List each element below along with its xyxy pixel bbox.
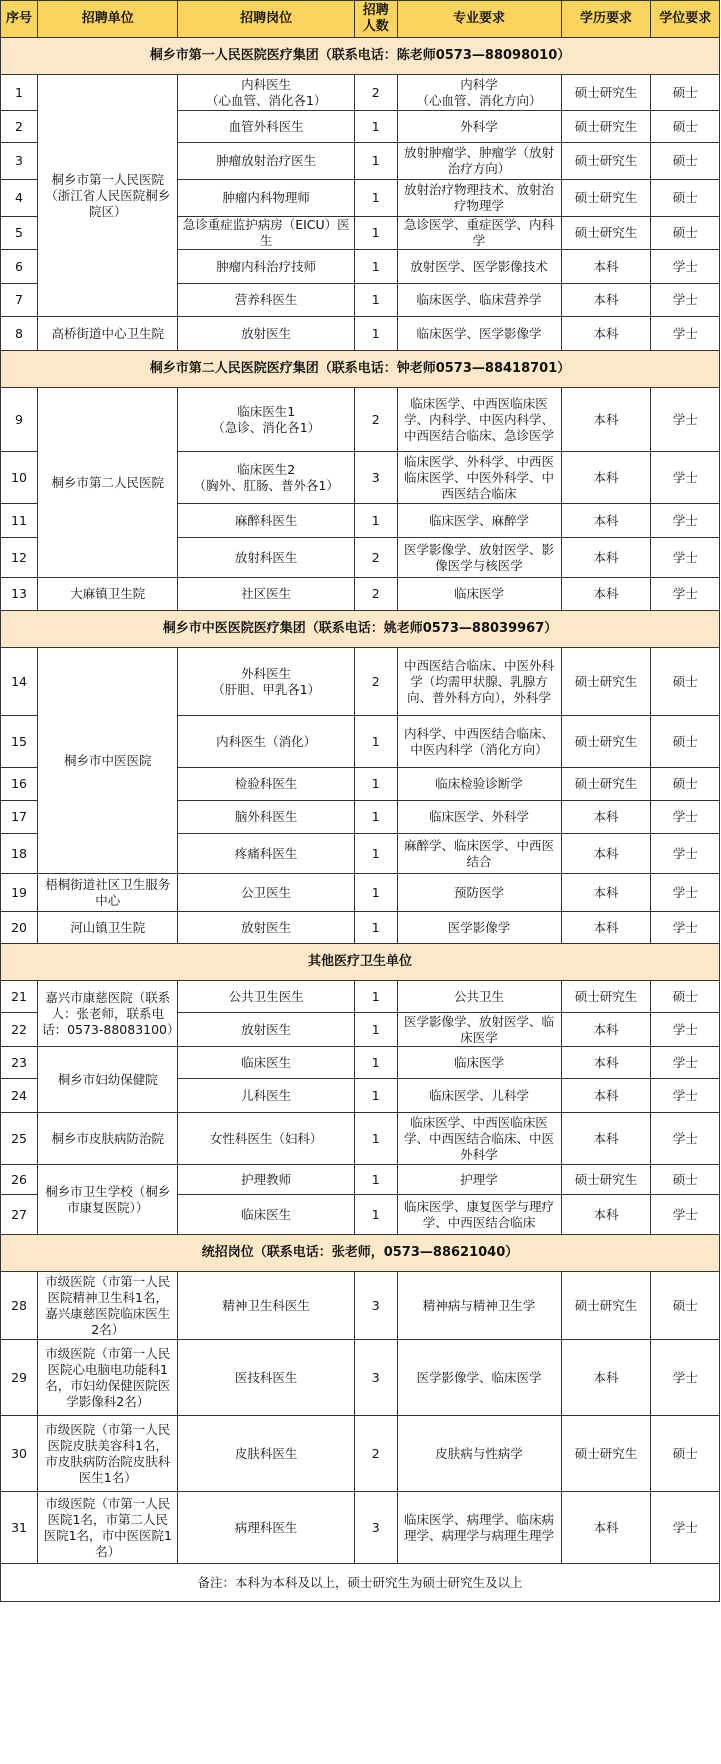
cell-degree: 学士 bbox=[651, 250, 720, 284]
cell-degree: 学士 bbox=[651, 1340, 720, 1416]
cell-post: 社区医生 bbox=[178, 578, 354, 611]
cell-education: 本科 bbox=[561, 1492, 651, 1564]
cell-education: 硕士研究生 bbox=[561, 180, 651, 217]
cell-count: 3 bbox=[354, 1272, 397, 1340]
cell-major: 急诊医学、重症医学、内科学 bbox=[397, 217, 561, 250]
cell-degree: 硕士 bbox=[651, 1416, 720, 1492]
cell-major: 临床医学、外科学 bbox=[397, 801, 561, 834]
cell-post: 放射医生 bbox=[178, 317, 354, 351]
cell-post: 内科医生（消化） bbox=[178, 716, 354, 768]
cell-major: 临床医学、外科学、中西医临床医学、中医外科学、中西医结合临床 bbox=[397, 452, 561, 504]
cell-education: 本科 bbox=[561, 578, 651, 611]
cell-major: 医学影像学、临床医学 bbox=[397, 1340, 561, 1416]
cell-post: 肿瘤放射治疗医生 bbox=[178, 143, 354, 180]
cell-unit: 桐乡市卫生学校（桐乡市康复医院）） bbox=[38, 1165, 178, 1235]
cell-major: 医学影像学、放射医学、影像医学与核医学 bbox=[397, 538, 561, 578]
cell-education: 本科 bbox=[561, 874, 651, 912]
cell-count: 1 bbox=[354, 1013, 397, 1047]
cell-education: 硕士研究生 bbox=[561, 716, 651, 768]
table-row bbox=[1, 1340, 720, 1416]
cell-no: 18 bbox=[1, 834, 38, 874]
table-row bbox=[1, 1272, 720, 1340]
cell-degree: 学士 bbox=[651, 1195, 720, 1235]
cell-no: 31 bbox=[1, 1492, 38, 1564]
cell-education: 本科 bbox=[561, 1013, 651, 1047]
cell-unit: 市级医院（市第一人民医院1名，市第二人民医院1名，市中医医院1名） bbox=[38, 1492, 178, 1564]
cell-major: 临床医学、康复医学与理疗学、中西医结合临床 bbox=[397, 1195, 561, 1235]
cell-post: 外科医生 （肝胆、甲乳各1） bbox=[178, 648, 354, 716]
cell-post: 营养科医生 bbox=[178, 284, 354, 317]
cell-count: 2 bbox=[354, 1416, 397, 1492]
cell-no: 22 bbox=[1, 1013, 38, 1047]
cell-no: 20 bbox=[1, 912, 38, 944]
cell-major: 临床医学、中西医临床医学、中西医结合临床、中医外科学 bbox=[397, 1113, 561, 1165]
cell-major: 预防医学 bbox=[397, 874, 561, 912]
cell-no: 2 bbox=[1, 111, 38, 143]
cell-major: 精神病与精神卫生学 bbox=[397, 1272, 561, 1340]
cell-major: 护理学 bbox=[397, 1165, 561, 1195]
cell-unit: 桐乡市皮肤病防治院 bbox=[38, 1113, 178, 1165]
cell-education: 硕士研究生 bbox=[561, 75, 651, 111]
cell-degree: 学士 bbox=[651, 1079, 720, 1113]
table-row bbox=[1, 874, 720, 912]
table-row bbox=[1, 388, 720, 452]
cell-education: 本科 bbox=[561, 801, 651, 834]
cell-degree: 硕士 bbox=[651, 981, 720, 1013]
cell-major: 皮肤病与性病学 bbox=[397, 1416, 561, 1492]
cell-degree: 硕士 bbox=[651, 180, 720, 217]
cell-no: 3 bbox=[1, 143, 38, 180]
cell-no: 17 bbox=[1, 801, 38, 834]
cell-no: 1 bbox=[1, 75, 38, 111]
cell-degree: 学士 bbox=[651, 912, 720, 944]
cell-count: 1 bbox=[354, 317, 397, 351]
header-post: 招聘岗位 bbox=[178, 1, 354, 38]
cell-no: 4 bbox=[1, 180, 38, 217]
cell-major: 医学影像学、放射医学、临床医学 bbox=[397, 1013, 561, 1047]
section-row bbox=[1, 38, 720, 75]
cell-count: 1 bbox=[354, 111, 397, 143]
cell-count: 1 bbox=[354, 1113, 397, 1165]
cell-no: 23 bbox=[1, 1047, 38, 1079]
cell-post: 疼痛科医生 bbox=[178, 834, 354, 874]
cell-major: 医学影像学 bbox=[397, 912, 561, 944]
cell-major: 麻醉学、临床医学、中西医结合 bbox=[397, 834, 561, 874]
cell-count: 1 bbox=[354, 1047, 397, 1079]
cell-count: 3 bbox=[354, 1340, 397, 1416]
cell-education: 本科 bbox=[561, 1195, 651, 1235]
cell-count: 2 bbox=[354, 648, 397, 716]
cell-major: 公共卫生 bbox=[397, 981, 561, 1013]
cell-count: 1 bbox=[354, 874, 397, 912]
section-title: 统招岗位（联系电话：张老师，0573—88621040） bbox=[1, 1235, 720, 1272]
cell-post: 脑外科医生 bbox=[178, 801, 354, 834]
cell-post: 肿瘤内科物理师 bbox=[178, 180, 354, 217]
cell-post: 临床医生2 （胸外、肛肠、普外各1） bbox=[178, 452, 354, 504]
header-degree: 学位要求 bbox=[651, 1, 720, 38]
header-major: 专业要求 bbox=[397, 1, 561, 38]
cell-post: 公共卫生医生 bbox=[178, 981, 354, 1013]
cell-education: 本科 bbox=[561, 912, 651, 944]
section-title: 其他医疗卫生单位 bbox=[1, 944, 720, 981]
cell-degree: 学士 bbox=[651, 1113, 720, 1165]
cell-education: 本科 bbox=[561, 452, 651, 504]
cell-count: 2 bbox=[354, 75, 397, 111]
cell-no: 15 bbox=[1, 716, 38, 768]
header-no: 序号 bbox=[1, 1, 38, 38]
section-row bbox=[1, 611, 720, 648]
cell-count: 1 bbox=[354, 912, 397, 944]
cell-post: 临床医生1 （急诊、消化各1） bbox=[178, 388, 354, 452]
cell-post: 儿科医生 bbox=[178, 1079, 354, 1113]
cell-unit: 河山镇卫生院 bbox=[38, 912, 178, 944]
table-row bbox=[1, 1492, 720, 1564]
cell-major: 放射治疗物理技术、放射治疗物理学 bbox=[397, 180, 561, 217]
cell-unit: 桐乡市妇幼保健院 bbox=[38, 1047, 178, 1113]
cell-no: 26 bbox=[1, 1165, 38, 1195]
cell-degree: 硕士 bbox=[651, 716, 720, 768]
cell-degree: 硕士 bbox=[651, 648, 720, 716]
cell-count: 1 bbox=[354, 981, 397, 1013]
table-header-row bbox=[1, 1, 720, 38]
table-row bbox=[1, 1047, 720, 1079]
cell-education: 本科 bbox=[561, 284, 651, 317]
cell-education: 硕士研究生 bbox=[561, 217, 651, 250]
cell-major: 中西医结合临床、中医外科学（均需甲状腺、乳腺方向、普外科方向），外科学 bbox=[397, 648, 561, 716]
cell-count: 3 bbox=[354, 452, 397, 504]
cell-post: 麻醉科医生 bbox=[178, 504, 354, 538]
cell-education: 硕士研究生 bbox=[561, 981, 651, 1013]
cell-major: 临床医学 bbox=[397, 1047, 561, 1079]
cell-major: 临床医学、儿科学 bbox=[397, 1079, 561, 1113]
cell-education: 本科 bbox=[561, 388, 651, 452]
section-title: 桐乡市中医医院医疗集团（联系电话：姚老师0573—88039967） bbox=[1, 611, 720, 648]
cell-education: 本科 bbox=[561, 1340, 651, 1416]
cell-major: 临床检验诊断学 bbox=[397, 768, 561, 801]
cell-post: 急诊重症监护病房（EICU）医生 bbox=[178, 217, 354, 250]
cell-count: 1 bbox=[354, 250, 397, 284]
note-row bbox=[1, 1564, 720, 1602]
cell-major: 临床医学、病理学、临床病理学、病理学与病理生理学 bbox=[397, 1492, 561, 1564]
cell-unit: 市级医院（市第一人民医院皮肤美容科1名，市皮肤病防治院皮肤科医生1名） bbox=[38, 1416, 178, 1492]
cell-degree: 学士 bbox=[651, 317, 720, 351]
cell-major: 外科学 bbox=[397, 111, 561, 143]
section-title: 桐乡市第二人民医院医疗集团（联系电话：钟老师0573—88418701） bbox=[1, 351, 720, 388]
cell-no: 19 bbox=[1, 874, 38, 912]
cell-post: 检验科医生 bbox=[178, 768, 354, 801]
table-row bbox=[1, 1165, 720, 1195]
cell-education: 本科 bbox=[561, 1113, 651, 1165]
cell-degree: 硕士 bbox=[651, 75, 720, 111]
cell-major: 放射医学、医学影像技术 bbox=[397, 250, 561, 284]
cell-count: 1 bbox=[354, 834, 397, 874]
cell-unit: 大麻镇卫生院 bbox=[38, 578, 178, 611]
cell-degree: 学士 bbox=[651, 504, 720, 538]
cell-no: 25 bbox=[1, 1113, 38, 1165]
cell-no: 21 bbox=[1, 981, 38, 1013]
table-row bbox=[1, 981, 720, 1013]
cell-no: 5 bbox=[1, 217, 38, 250]
cell-post: 精神卫生科医生 bbox=[178, 1272, 354, 1340]
header-count: 招聘 人数 bbox=[354, 1, 397, 38]
cell-no: 30 bbox=[1, 1416, 38, 1492]
cell-post: 血管外科医生 bbox=[178, 111, 354, 143]
note-text: 备注：本科为本科及以上，硕士研究生为硕士研究生及以上 bbox=[1, 1564, 720, 1602]
table-row bbox=[1, 1113, 720, 1165]
cell-education: 本科 bbox=[561, 504, 651, 538]
cell-post: 内科医生 （心血管、消化各1） bbox=[178, 75, 354, 111]
cell-no: 10 bbox=[1, 452, 38, 504]
cell-education: 本科 bbox=[561, 1079, 651, 1113]
cell-post: 临床医生 bbox=[178, 1195, 354, 1235]
cell-count: 1 bbox=[354, 143, 397, 180]
table-row bbox=[1, 578, 720, 611]
cell-education: 硕士研究生 bbox=[561, 143, 651, 180]
cell-count: 1 bbox=[354, 716, 397, 768]
cell-no: 14 bbox=[1, 648, 38, 716]
cell-education: 本科 bbox=[561, 250, 651, 284]
cell-post: 放射科医生 bbox=[178, 538, 354, 578]
cell-education: 本科 bbox=[561, 1047, 651, 1079]
cell-unit: 桐乡市第二人民医院 bbox=[38, 388, 178, 578]
cell-degree: 学士 bbox=[651, 1047, 720, 1079]
cell-count: 1 bbox=[354, 768, 397, 801]
cell-count: 1 bbox=[354, 180, 397, 217]
cell-count: 3 bbox=[354, 1492, 397, 1564]
cell-education: 硕士研究生 bbox=[561, 648, 651, 716]
cell-major: 临床医学、医学影像学 bbox=[397, 317, 561, 351]
cell-no: 24 bbox=[1, 1079, 38, 1113]
cell-degree: 硕士 bbox=[651, 217, 720, 250]
table-row bbox=[1, 648, 720, 716]
cell-degree: 学士 bbox=[651, 1492, 720, 1564]
cell-unit: 高桥街道中心卫生院 bbox=[38, 317, 178, 351]
cell-degree: 硕士 bbox=[651, 143, 720, 180]
cell-degree: 学士 bbox=[651, 834, 720, 874]
cell-no: 28 bbox=[1, 1272, 38, 1340]
cell-degree: 硕士 bbox=[651, 111, 720, 143]
cell-degree: 学士 bbox=[651, 538, 720, 578]
cell-degree: 学士 bbox=[651, 801, 720, 834]
cell-no: 7 bbox=[1, 284, 38, 317]
cell-unit: 市级医院（市第一人民医院心电脑电功能科1名，市妇幼保健医院医学影像科2名） bbox=[38, 1340, 178, 1416]
cell-education: 硕士研究生 bbox=[561, 1272, 651, 1340]
cell-education: 硕士研究生 bbox=[561, 768, 651, 801]
cell-no: 11 bbox=[1, 504, 38, 538]
cell-count: 1 bbox=[354, 284, 397, 317]
cell-count: 1 bbox=[354, 1079, 397, 1113]
cell-major: 内科学、中西医结合临床、中医内科学（消化方向） bbox=[397, 716, 561, 768]
cell-major: 临床医学、中西医临床医学、内科学、中医内科学、中西医结合临床、急诊医学 bbox=[397, 388, 561, 452]
cell-no: 16 bbox=[1, 768, 38, 801]
cell-post: 女性科医生（妇科） bbox=[178, 1113, 354, 1165]
cell-education: 硕士研究生 bbox=[561, 1165, 651, 1195]
cell-post: 临床医生 bbox=[178, 1047, 354, 1079]
table-row bbox=[1, 912, 720, 944]
cell-unit: 市级医院（市第一人民医院精神卫生科1名，嘉兴康慈医院临床医生2名） bbox=[38, 1272, 178, 1340]
cell-major: 临床医学 bbox=[397, 578, 561, 611]
cell-post: 放射医生 bbox=[178, 1013, 354, 1047]
cell-degree: 学士 bbox=[651, 388, 720, 452]
cell-degree: 硕士 bbox=[651, 768, 720, 801]
cell-degree: 硕士 bbox=[651, 1165, 720, 1195]
header-unit: 招聘单位 bbox=[38, 1, 178, 38]
cell-education: 硕士研究生 bbox=[561, 1416, 651, 1492]
cell-no: 6 bbox=[1, 250, 38, 284]
cell-unit: 梧桐街道社区卫生服务中心 bbox=[38, 874, 178, 912]
table-row bbox=[1, 317, 720, 351]
cell-education: 本科 bbox=[561, 538, 651, 578]
header-education: 学历要求 bbox=[561, 1, 651, 38]
cell-post: 放射医生 bbox=[178, 912, 354, 944]
cell-education: 本科 bbox=[561, 834, 651, 874]
cell-count: 2 bbox=[354, 578, 397, 611]
cell-no: 27 bbox=[1, 1195, 38, 1235]
cell-count: 2 bbox=[354, 388, 397, 452]
cell-post: 医技科医生 bbox=[178, 1340, 354, 1416]
cell-degree: 学士 bbox=[651, 284, 720, 317]
cell-degree: 学士 bbox=[651, 874, 720, 912]
cell-count: 1 bbox=[354, 1195, 397, 1235]
cell-unit: 嘉兴市康慈医院（联系人：张老师，联系电话：0573-88083100） bbox=[38, 981, 178, 1047]
cell-no: 12 bbox=[1, 538, 38, 578]
cell-major: 放射肿瘤学、肿瘤学（放射治疗方向） bbox=[397, 143, 561, 180]
cell-education: 硕士研究生 bbox=[561, 111, 651, 143]
cell-count: 1 bbox=[354, 504, 397, 538]
section-row bbox=[1, 351, 720, 388]
cell-unit: 桐乡市中医医院 bbox=[38, 648, 178, 874]
cell-post: 皮肤科医生 bbox=[178, 1416, 354, 1492]
cell-major: 临床医学、麻醉学 bbox=[397, 504, 561, 538]
cell-degree: 学士 bbox=[651, 578, 720, 611]
cell-degree: 学士 bbox=[651, 452, 720, 504]
section-row bbox=[1, 944, 720, 981]
cell-education: 本科 bbox=[561, 317, 651, 351]
cell-major: 内科学 （心血管、消化方向） bbox=[397, 75, 561, 111]
cell-post: 公卫医生 bbox=[178, 874, 354, 912]
cell-no: 13 bbox=[1, 578, 38, 611]
cell-no: 29 bbox=[1, 1340, 38, 1416]
cell-degree: 硕士 bbox=[651, 1272, 720, 1340]
cell-post: 护理教师 bbox=[178, 1165, 354, 1195]
cell-no: 8 bbox=[1, 317, 38, 351]
cell-unit: 桐乡市第一人民医院（浙江省人民医院桐乡院区） bbox=[38, 75, 178, 317]
cell-no: 9 bbox=[1, 388, 38, 452]
cell-count: 1 bbox=[354, 801, 397, 834]
table-row bbox=[1, 1416, 720, 1492]
cell-count: 1 bbox=[354, 1165, 397, 1195]
section-row bbox=[1, 1235, 720, 1272]
cell-post: 病理科医生 bbox=[178, 1492, 354, 1564]
cell-count: 1 bbox=[354, 217, 397, 250]
section-title: 桐乡市第一人民医院医疗集团（联系电话：陈老师0573—88098010） bbox=[1, 38, 720, 75]
table-row bbox=[1, 75, 720, 111]
cell-post: 肿瘤内科治疗技师 bbox=[178, 250, 354, 284]
cell-major: 临床医学、临床营养学 bbox=[397, 284, 561, 317]
cell-count: 2 bbox=[354, 538, 397, 578]
cell-degree: 学士 bbox=[651, 1013, 720, 1047]
